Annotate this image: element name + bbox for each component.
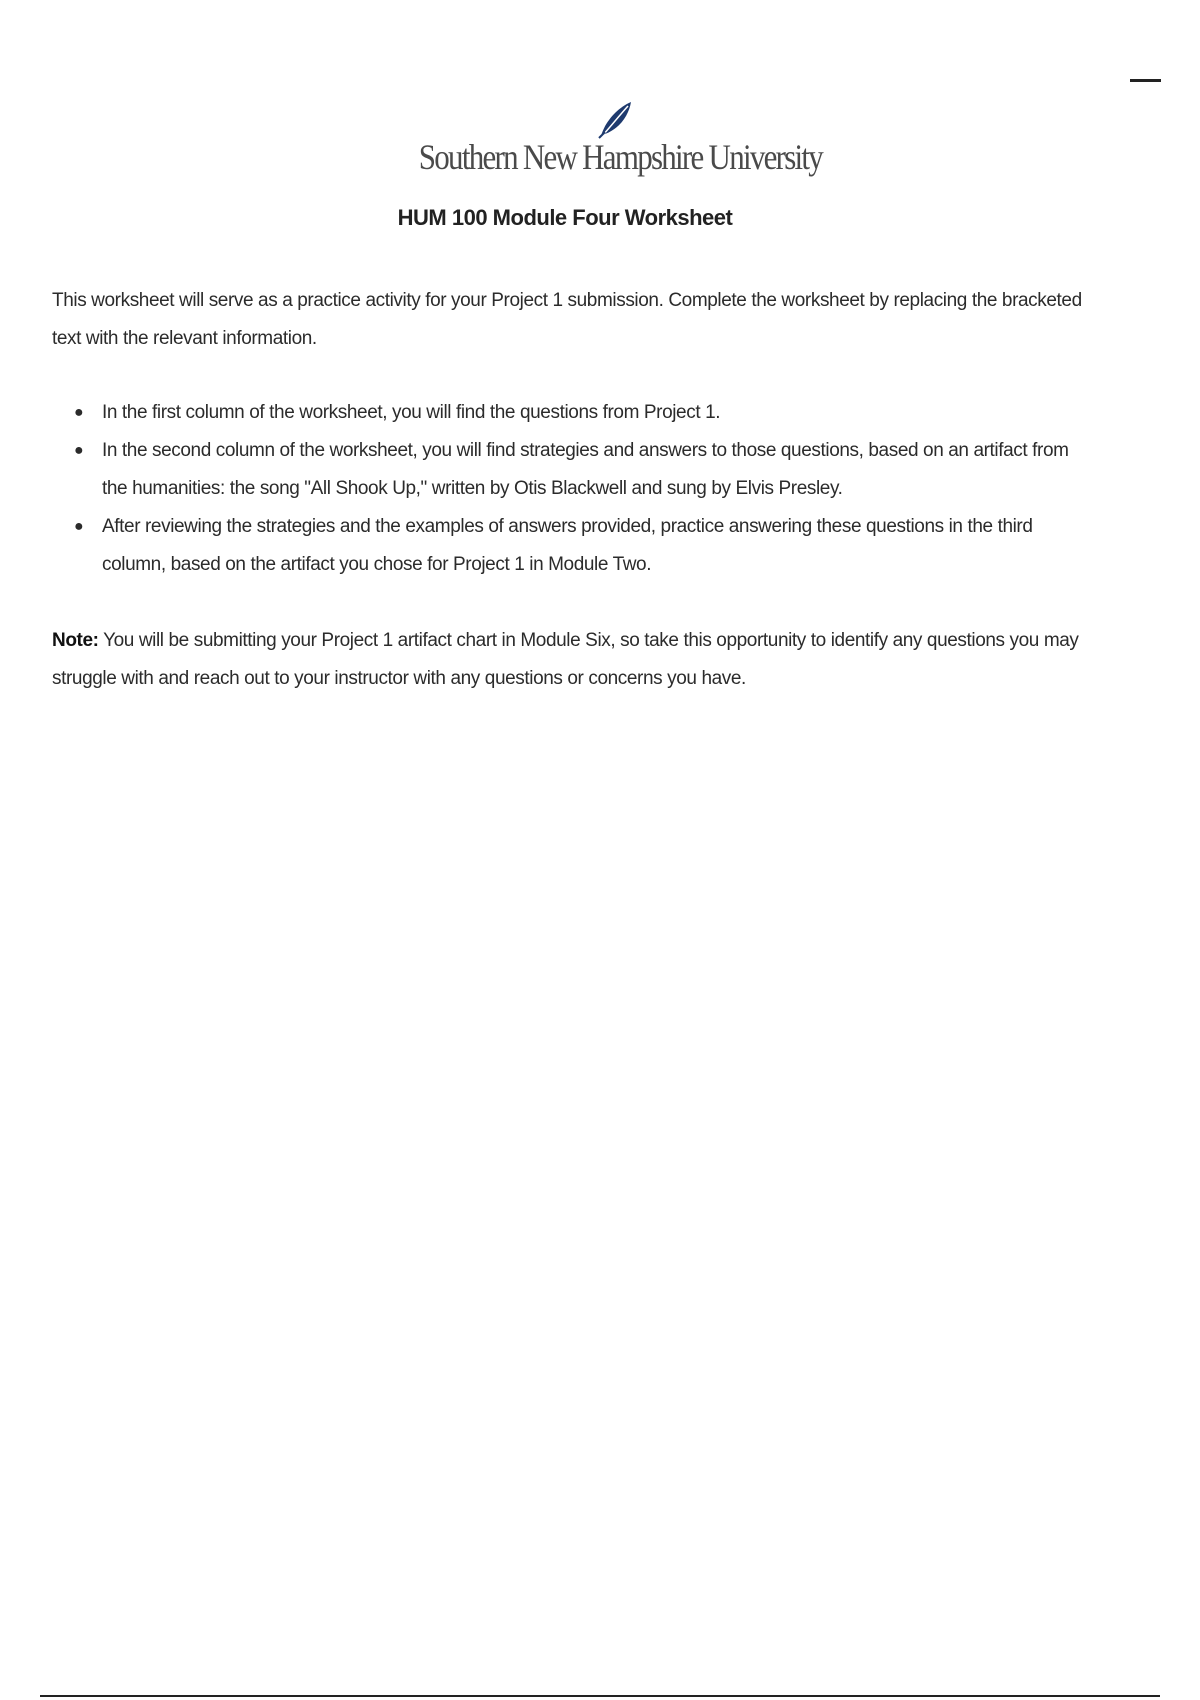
page-title: HUM 100 Module Four Worksheet <box>397 205 733 230</box>
list-item <box>74 394 1092 432</box>
instruction-list <box>52 394 1092 584</box>
note-text: You will be submitting your Project 1 artifact chart in Module Six, so take this opportunity to identify any questions you may struggle with and reach out to your instructor with any questions or concerns you have. <box>52 630 1079 689</box>
logo-wordmark: Southern New Hampshire University <box>418 137 823 177</box>
note-paragraph <box>52 622 1092 698</box>
note-label: Note: <box>52 630 99 651</box>
intro-paragraph: This worksheet will serve as a practice activity for your Project 1 submission. Complete the worksheet by replacing the bracketed text with the relevant information. <box>52 290 1082 349</box>
bullet-icon: ● <box>74 404 84 421</box>
list-item <box>74 432 1092 508</box>
list-item <box>74 508 1092 584</box>
corner-dash <box>1130 79 1161 82</box>
footer-rule <box>40 1695 1160 1697</box>
leaf-logo-icon <box>595 100 635 140</box>
list-item-text: In the second column of the worksheet, you will find strategies and answers to those questions, based on an artifact from the humanities: the song "All Shook Up," written by Otis Blackwell and sung by Elvis Presley. <box>102 440 1069 499</box>
bullet-icon: ● <box>74 442 84 459</box>
bullet-icon: ● <box>74 518 84 535</box>
document-header <box>0 100 1130 231</box>
list-item-text: After reviewing the strategies and the examples of answers provided, practice answering these questions in the third column, based on the artifact you chose for Project 1 in Module Two. <box>102 516 1033 575</box>
university-logo <box>395 100 823 200</box>
document-body <box>52 282 1092 698</box>
list-item-text: In the first column of the worksheet, you will find the questions from Project 1. <box>102 402 721 423</box>
